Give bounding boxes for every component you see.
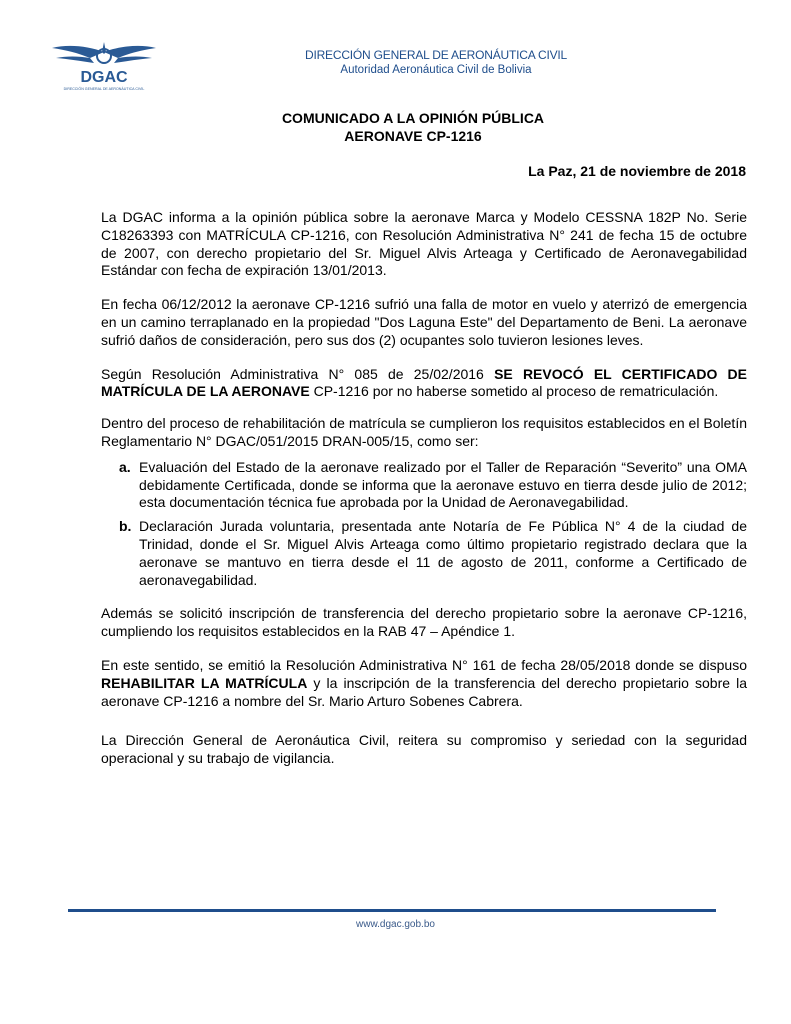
footer-url: www.dgac.gob.bo bbox=[356, 919, 435, 930]
organization-name: DIRECCIÓN GENERAL DE AERONÁUTICA CIVIL bbox=[304, 48, 567, 62]
organization-header bbox=[271, 48, 601, 76]
list-marker-b: b. bbox=[119, 518, 132, 535]
document-title bbox=[0, 109, 791, 145]
organization-subtitle: Autoridad Aeronáutica Civil de Bolivia bbox=[340, 64, 532, 76]
logo-subtext: DIRECCIÓN GENERAL DE AERONÁUTICA CIVIL bbox=[63, 87, 145, 91]
list-item-a-text: Evaluación del Estado de la aeronave realizado por el Taller de Reparación “Severito” una OMA debidamente Certificada, donde se informa que la aeronave estuvo en tierra desde julio de 2012; esta documentación técnica fue aprobada por la Unidad de Aeronavegabilidad. bbox=[139, 458, 747, 511]
paragraph-7: La Dirección General de Aeronáutica Civil, reitera su compromiso y seriedad con la seguridad operacional y su trabajo de vigilancia. bbox=[101, 732, 747, 767]
list-item bbox=[101, 459, 747, 512]
document-date: La Paz, 21 de noviembre de 2018 bbox=[528, 163, 746, 179]
title-line-2: AERONAVE CP-1216 bbox=[344, 128, 482, 144]
paragraph-3-start: Según Resolución Administrativa N° 085 de 25/02/2016 bbox=[101, 365, 495, 382]
paragraph-6-emphasis: REHABILITAR LA MATRÍCULA bbox=[101, 674, 308, 691]
paragraph-5: Además se solicitó inscripción de transferencia del derecho propietario sobre la aeronave CP-1216, cumpliendo los requisitos establecidos en la RAB 47 – Apéndice 1. bbox=[101, 605, 747, 640]
paragraph-6-start: En este sentido, se emitió la Resolución Administrativa N° 161 de fecha 28/05/2018 donde se dispuso bbox=[101, 656, 747, 673]
paragraph-3 bbox=[101, 366, 747, 402]
paragraph-3-emphasis: SE REVOCÓ EL CERTIFICADO DE MATRÍCULA DE LA AERONAVE bbox=[101, 365, 747, 400]
paragraph-3-end: CP-1216 por no haberse sometido al proceso de rematriculación. bbox=[309, 383, 719, 400]
title-line-1: COMUNICADO A LA OPINIÓN PÚBLICA bbox=[281, 110, 545, 126]
requirements-list bbox=[101, 459, 747, 590]
paragraph-6-end: y la inscripción de la transferencia del derecho propietario sobre la aeronave CP-1216 a nombre del Sr. Mario Arturo Sobenes Cabrera. bbox=[101, 674, 747, 709]
paragraph-2: En fecha 06/12/2012 la aeronave CP-1216 sufrió una falla de motor en vuelo y aterrizó de emergencia en un camino terraplanado en la propiedad "Dos Laguna Este" del Departamento de Beni. La aeronave sufrió daños de consideración, pero sus dos (2) ocupantes solo tuvieron lesiones leves. bbox=[101, 296, 747, 348]
logo-wordmark: DGAC bbox=[80, 69, 128, 86]
paragraph-4: Dentro del proceso de rehabilitación de matrícula se cumplieron los requisitos establecidos en el Boletín Reglamentario N° DGAC/051/2015 DRAN-005/15, como ser: bbox=[101, 415, 747, 449]
dgac-logo bbox=[48, 34, 160, 94]
list-item bbox=[101, 518, 747, 589]
document-body bbox=[101, 209, 747, 784]
paragraph-6 bbox=[101, 657, 747, 710]
footer-divider bbox=[68, 909, 716, 912]
paragraph-1: La DGAC informa a la opinión pública sobre la aeronave Marca y Modelo CESSNA 182P No. Serie C18263393 con MATRÍCULA CP-1216, con Resolución Administrativa N° 241 de fecha 15 de octubre de 2007, con derecho propietario del Sr. Miguel Alvis Arteaga y Certificado de Aeronavegabilidad Estándar con fecha de expiración 13/01/2013. bbox=[101, 209, 747, 279]
list-item-b-text: Declaración Jurada voluntaria, presentada ante Notaría de Fe Pública N° 4 de la ciudad de Trinidad, donde el Sr. Miguel Alvis Arteaga como último propietario registrado declara que la aeronave se mantuvo en tierra desde el 11 de agosto de 2011, conforme a Certificado de aeronavegabilidad. bbox=[139, 518, 747, 588]
list-marker-a: a. bbox=[119, 458, 131, 475]
